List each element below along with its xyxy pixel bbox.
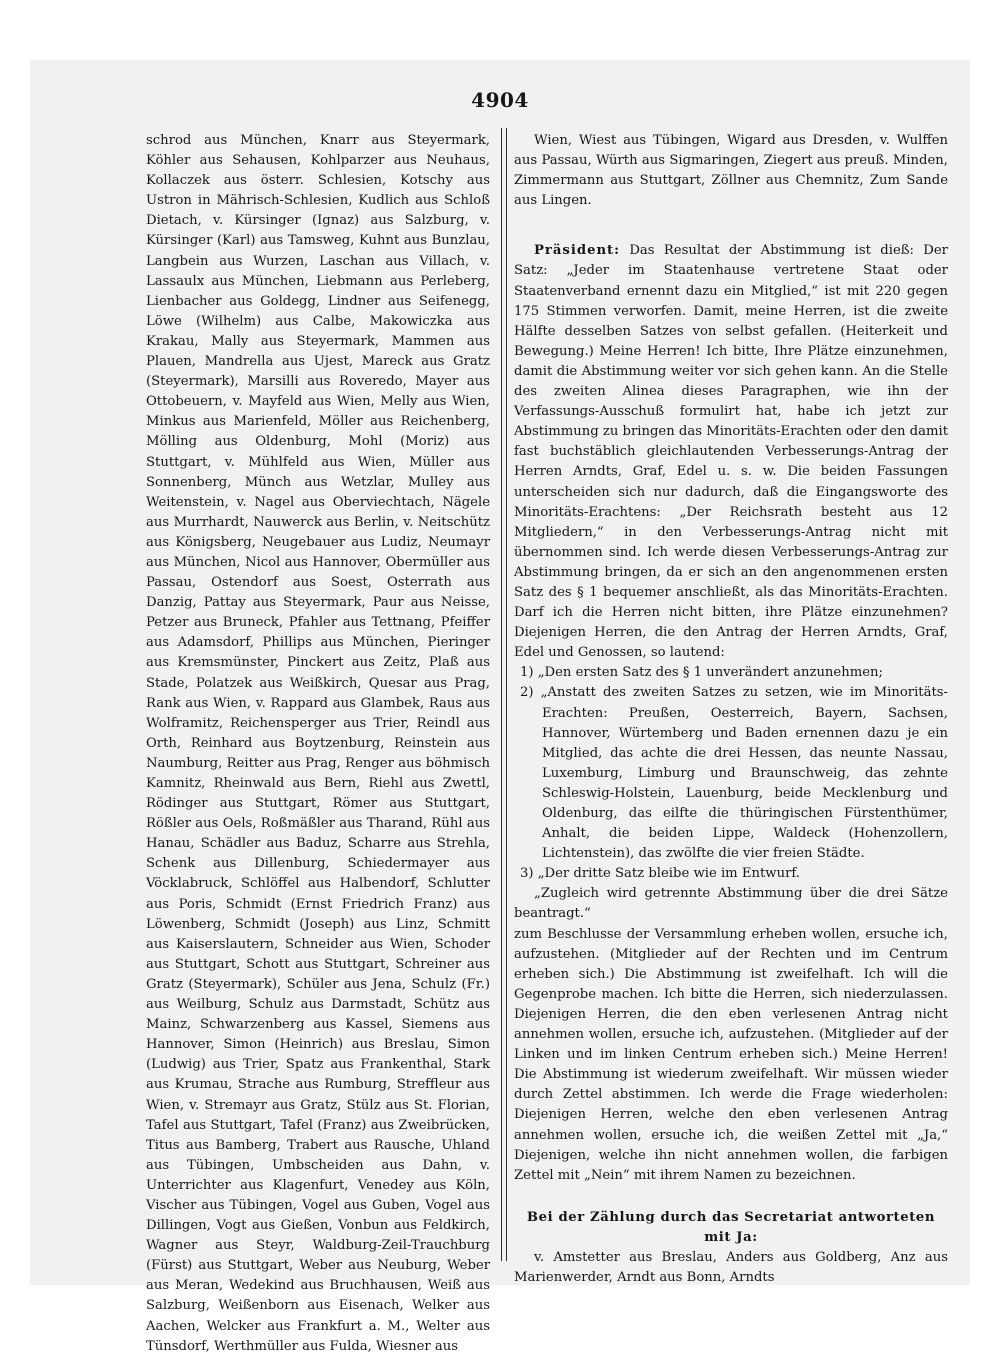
left-column	[146, 131, 490, 1357]
motion-item-2: 2) „Anstatt des zweiten Satzes zu setzen, wie im Minoritäts-Erachten: Preußen, Oesterreich, Bayern, Sachsen, Hannover, Würtemberg und Baden ernennen dazu je ein Mitglied, das achte die drei Hessen, das neunte Nassau, Luxemburg, Limburg und Braunschweig, das zehnte Schleswig-Holstein, Lauenburg, beide Mecklenburg und Oldenburg, das eilfte die thüringischen Fürstenthümer, Anhalt, die beiden Lippe, Waldeck (Hohenzollern, Lichtenstein), das zwölfte die vier freien Städte.	[520, 685, 948, 862]
right-column	[514, 131, 948, 1288]
left-column-text: schrod aus München, Knarr aus Steyermark, Köhler aus Sehausen, Kohlparzer aus Neuhaus, Kollaczek aus österr. Schlesien, Kotschy aus Ustron in Mährisch-Schlesien, Kudlich aus Schloß Dietach, v. Kürsinger (Ignaz) aus Salzburg, v. Kürsinger (Karl) aus Tamsweg, Kuhnt aus Bunzlau, Langbein aus Wurzen, Laschan aus Villach, v. Lassaulx aus München, Liebmann aus Perleberg, Lienbacher aus Goldegg, Lindner aus Seifenegg, Löwe (Wilhelm) aus Calbe, Makowiczka aus Krakau, Mally aus Steyermark, Mammen aus Plauen, Mandrella aus Ujest, Mareck aus Gratz (Steyermark), Marsilli aus Roveredo, Mayer aus Ottobeuern, v. Mayfeld aus Wien, Melly aus Wien, Minkus aus Marienfeld, Möller aus Reichenberg, Mölling aus Oldenburg, Mohl (Moriz) aus Stuttgart, v. Mühlfeld aus Wien, Müller aus Sonnenberg, Münch aus Wetzlar, Mulley aus Weitenstein, v. Nagel aus Oberviechtach, Nägele aus Murrhardt, Nauwerck aus Berlin, v. Neitschütz aus Königsberg, Neugebauer aus Ludiz, Neumayr aus München, Nicol aus Hannover, Obermüller aus Passau, Ostendorf aus Soest, Osterrath aus Danzig, Pattay aus Steyermark, Paur aus Neisse, Petzer aus Bruneck, Pfahler aus Tettnang, Pfeiffer aus Adamsdorf, Phillips aus München, Pieringer aus Kremsmünster, Pinckert aus Zeitz, Plaß aus Stade, Polatzek aus Weißkirch, Quesar aus Prag, Rank aus Wien, v. Rappard aus Glambek, Raus aus Wolframitz, Reichensperger aus Trier, Reindl aus Orth, Reinhard aus Boytzenburg, Reinstein aus Naumburg, Reitter aus Prag, Renger aus böhmisch Kamnitz, Rheinwald aus Bern, Riehl aus Zwettl, Rödinger aus Stuttgart, Römer aus Stuttgart, Rößler aus Oels, Roßmäßler aus Tharand, Rühl aus Hanau, Schädler aus Baduz, Scharre aus Strehla, Schenk aus Dillenburg, Schiedermayer aus Vöcklabruck, Schlöffel aus Halbendorf, Schlutter aus Poris, Schmidt (Ernst Friedrich Franz) aus Löwenberg, Schmidt (Joseph) aus Linz, Schmitt aus Kaiserslautern, Schneider aus Wien, Schoder aus Stuttgart, Schott aus Stuttgart, Schreiner aus Gratz (Steyermark), Schüler aus Jena, Schulz (Fr.) aus Weilburg, Schulz aus Darmstadt, Schütz aus Mainz, Schwarzenberg aus Kassel, Siemens aus Hannover, Simon (Heinrich) aus Breslau, Simon (Ludwig) aus Trier, Spatz aus Frankenthal, Stark aus Krumau, Strache aus Rumburg, Streffleur aus Wien, v. Stremayr aus Gratz, Stülz aus St. Florian, Tafel aus Stuttgart, Tafel (Franz) aus Zweibrücken, Titus aus Bamberg, Trabert aus Rausche, Uhland aus Tübingen, Umbscheiden aus Dahn, v. Unterrichter aus Klagenfurt, Venedey aus Köln, Vischer aus Tübingen, Vogel aus Guben, Vogel aus Dillingen, Vogt aus Gießen, Vonbun aus Feldkirch, Wagner aus Steyr, Waldburg-Zeil-Trauchburg (Fürst) aus Stuttgart, Weber aus Neuburg, Weber aus Meran, Wedekind aus Bruchhausen, Weiß aus Salzburg, Weißenborn aus Eisenach, Welker aus Aachen, Welcker aus Frankfurt a. M., Welter aus Tünsdorf, Werthmüller aus Fulda, Wiesner aus	[146, 133, 490, 1354]
yes-votes-list: v. Amstetter aus Breslau, Anders aus Goldberg, Anz aus Marienwerder, Arndt aus Bonn, Arndts	[514, 1249, 948, 1286]
vote-heading: Bei der Zählung durch das Secretariat antworteten mit Ja:	[526, 1209, 936, 1245]
president-statement	[514, 241, 948, 663]
motion-item-1: 1) „Den ersten Satz des § 1 unverändert anzunehmen;	[520, 665, 883, 681]
president-text: Das Resultat der Abstimmung ist dieß: Der Satz: „Jeder im Staatenhause vertretene Staat oder Staatenverband ernennt dazu ein Mitglied,“ ist mit 220 gegen 175 Stimmen verworfen. Damit, meine Herren, ist die zweite Hälfte desselben Satzes von selbst gefallen. (Heiterkeit und Bewegung.) Meine Herren! Ich bitte, Ihre Plätze einzunehmen, damit die Abstimmung weiter vor sich gehen kann. An die Stelle des zweiten Alinea dieses Paragraphen, wie ihn der Verfassungs-Ausschuß formulirt hat, habe ich jetzt zur Abstimmung zu bringen das Minoritäts-Erachten oder den damit fast buchstäblich gleichlautenden Verbesserungs-Antrag der Herren Arndts, Graf, Edel u. s. w. Die beiden Fassungen unterscheiden sich nur dadurch, daß die Eingangsworte des Minoritäts-Erachtens: „Der Reichsrath besteht aus 12 Mitgliedern,“ in den Verbesserungs-Antrag nicht mit übernommen sind. Ich werde diesen Verbesserungs-Antrag zur Abstimmung bringen, da er sich an den angenommenen ersten Satz des § 1 bequemer anschließt, als das Minoritäts-Erachten. Darf ich die Herren nicht bitten, ihre Plätze einzunehmen? Diejenigen Herren, die den Antrag der Herren Arndts, Graf, Edel und Genossen, so lautend:	[514, 243, 948, 661]
president-conclusion: zum Beschlusse der Versammlung erheben wollen, ersuche ich, aufzustehen. (Mitglieder auf der Rechten und im Centrum erheben sich.) Die Abstimmung ist zweifelhaft. Ich will die Gegenprobe machen. Ich bitte die Herren, sich niederzulassen. Diejenigen Herren, die den eben verlesenen Antrag nicht annehmen wollen, ersuche ich, aufzustehen. (Mitglieder auf der Linken und im linken Centrum erheben sich.) Meine Herren! Die Abstimmung ist wiederum zweifelhaft. Wir müssen wieder durch Zettel abstimmen. Ich werde die Frage wiederholen: Diejenigen Herren, welche den eben verlesenen Antrag annehmen wollen, ersuche ich, die weißen Zettel mit „Ja,“ Diejenigen, welche ihn nicht annehmen wollen, die farbigen Zettel mit „Nein“ mit ihrem Namen zu bezeichnen.	[514, 926, 948, 1183]
speaker-label: Präsident:	[534, 243, 621, 259]
member-list-continuation: Wien, Wiest aus Tübingen, Wigard aus Dresden, v. Wulffen aus Passau, Würth aus Sigmaringen, Ziegert aus preuß. Minden, Zimmermann aus Stuttgart, Zöllner aus Chemnitz, Zum Sande aus Lingen.	[514, 133, 948, 209]
separate-vote-note: „Zugleich wird getrennte Abstimmung über die drei Sätze beantragt.“	[514, 886, 948, 922]
page-number: 4904	[471, 88, 529, 112]
motion-item-3: 3) „Der dritte Satz bleibe wie im Entwurf.	[520, 866, 800, 882]
column-rule	[501, 128, 507, 1261]
